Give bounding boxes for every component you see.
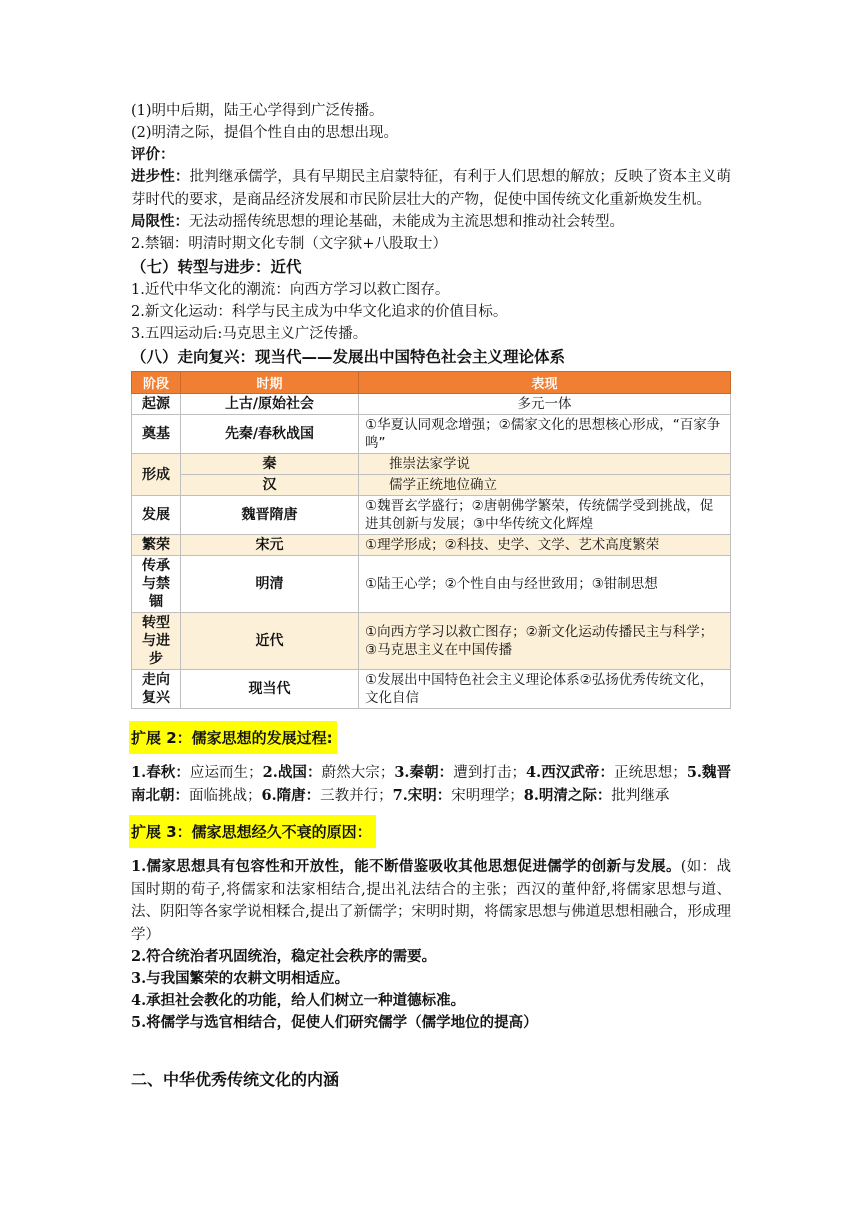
- ext2-label: 6.隋唐：: [261, 786, 321, 804]
- progress-text: 批判继承儒学，具有早期民主启蒙特征，有利于人们思想的解放；反映了资本主义萌芽时代的要求，是商品经济发展和市民阶层壮大的产物，促使中国传统文化重新焕发生机。: [131, 169, 732, 208]
- ext3-item: 4.承担社会教化的功能，给人们树立一种道德标准。: [131, 992, 466, 1009]
- header-show: 表现: [359, 372, 731, 394]
- ext3-p1-rest: (如：战国时期的荀子,将儒家和法家相结合,提出礼法结合的主张；西汉的董仲舒,将儒家思想与道、法、阴阳等各家学说相糅合,提出了新儒学；宋明时期，将儒家思想与佛道思想相融合，形成理学）: [131, 859, 731, 943]
- period-cell: 魏晋隋唐: [181, 496, 359, 535]
- table-row: [132, 475, 731, 496]
- stage-cell: 走向复兴: [132, 670, 181, 709]
- ext2-text: 蔚然大宗；: [321, 765, 395, 781]
- stage-cell: 繁荣: [132, 535, 181, 556]
- item-2-line: 2.禁锢：明清时期文化专制（文字狱+八股取士）: [131, 236, 447, 252]
- table-row: [132, 670, 731, 709]
- period-cell: 先秦/春秋战国: [181, 415, 359, 454]
- stage-cell: 起源: [132, 394, 181, 415]
- table-row: [132, 613, 731, 670]
- period-cell: 现当代: [181, 670, 359, 709]
- section-7-title: （七）转型与进步：近代: [131, 258, 302, 276]
- stage-cell: 转型与进步: [132, 613, 181, 670]
- section-7-item: 2.新文化运动：科学与民主成为中华文化追求的价值目标。: [131, 304, 508, 320]
- period-cell: 近代: [181, 613, 359, 670]
- table-row: [132, 496, 731, 535]
- show-cell: 多元一体: [359, 394, 731, 415]
- ext2-label: 2.战国：: [262, 764, 322, 781]
- ext2-text: 三教并行；: [320, 787, 393, 804]
- ext3-item: 5.将儒学与选官相结合，促使人们研究儒学（儒学地位的提高）: [131, 1014, 538, 1031]
- extension-2-paragraph: [131, 762, 731, 807]
- limitation-text: 无法动摇传统思想的理论基础，未能成为主流思想和推动社会转型。: [189, 214, 624, 230]
- table-row: [132, 394, 731, 415]
- show-cell: ①魏晋玄学盛行；②唐朝佛学繁荣，传统儒学受到挑战，促进其创新与发展；③中华传统文化辉煌: [359, 496, 731, 535]
- stage-cell: 发展: [132, 496, 181, 535]
- intro-line-1: (1)明中后期，陆王心学得到广泛传播。: [131, 103, 384, 119]
- ext2-text: 应运而生；: [189, 765, 263, 781]
- show-cell: ①理学形成；②科技、史学、文学、艺术高度繁荣: [359, 535, 731, 556]
- table-row: [132, 535, 731, 556]
- period-cell: 宋元: [181, 535, 359, 556]
- limitation-label: 局限性：: [131, 213, 189, 230]
- stage-cell: 传承与禁锢: [132, 556, 181, 613]
- ext2-label: 7.宋明：: [392, 786, 452, 804]
- extension-3-paragraph-1: [131, 856, 731, 946]
- extension-3-title: 扩展 3：儒家思想经久不衰的原因：: [129, 815, 376, 848]
- section-8-title: （八）走向复兴：现当代——发展出中国特色社会主义理论体系: [131, 348, 566, 366]
- ext3-item: 2.符合统治者巩固统治，稳定社会秩序的需要。: [131, 948, 437, 965]
- history-table: [131, 371, 731, 709]
- document-page: [131, 100, 731, 1092]
- ext2-label: 3.秦朝：: [394, 764, 454, 781]
- extension-2-title: 扩展 2：儒家思想的发展过程:: [129, 721, 337, 754]
- show-cell: 儒学正统地位确立: [359, 475, 731, 496]
- ext2-text: 批判继承: [611, 787, 670, 804]
- section-2-title: 二、中华优秀传统文化的内涵: [131, 1070, 340, 1089]
- ext2-text: 面临挑战；: [189, 787, 262, 804]
- period-cell: 汉: [181, 475, 359, 496]
- ext2-label: 8.明清之际：: [523, 786, 612, 804]
- section-7-item: 3.五四运动后:马克思主义广泛传播。: [131, 326, 368, 342]
- table-header-row: [132, 372, 731, 394]
- ext2-text: 正统思想；: [614, 765, 687, 781]
- show-cell: ①华夏认同观念增强；②儒家文化的思想核心形成，“百家争鸣”: [359, 415, 731, 454]
- evaluation-label: 评价：: [131, 146, 175, 163]
- show-cell: ①陆王心学；②个性自由与经世致用；③钳制思想: [359, 556, 731, 613]
- ext2-text: 宋明理学；: [451, 787, 524, 804]
- ext3-p1-bold: 1.儒家思想具有包容性和开放性，能不断借鉴吸收其他思想促进儒学的创新与发展。: [131, 858, 681, 875]
- ext2-text: 遭到打击；: [453, 765, 527, 781]
- ext2-label: 1.春秋：: [131, 764, 190, 781]
- table-row: [132, 415, 731, 454]
- intro-line-2: (2)明清之际，提倡个性自由的思想出现。: [131, 125, 399, 141]
- period-cell: 明清: [181, 556, 359, 613]
- period-cell: 秦: [181, 454, 359, 475]
- stage-cell: 形成: [132, 454, 181, 496]
- stage-cell: 奠基: [132, 415, 181, 454]
- ext2-label: 4.西汉武帝：: [526, 764, 615, 781]
- ext3-item: 3.与我国繁荣的农耕文明相适应。: [131, 970, 350, 987]
- table-row: [132, 454, 731, 475]
- show-cell: ①向西方学习以救亡图存；②新文化运动传播民主与科学；③马克思主义在中国传播: [359, 613, 731, 670]
- show-cell: 推崇法家学说: [359, 454, 731, 475]
- table-row: [132, 556, 731, 613]
- show-cell: ①发展出中国特色社会主义理论体系②弘扬优秀传统文化，文化自信: [359, 670, 731, 709]
- progress-label: 进步性：: [131, 168, 190, 185]
- ext2-label: 5.魏晋南北朝：: [131, 764, 732, 804]
- period-cell: 上古/原始社会: [181, 394, 359, 415]
- section-7-item: 1.近代中华文化的潮流：向西方学习以救亡图存。: [131, 282, 450, 298]
- progress-paragraph: [131, 166, 731, 211]
- header-period: 时期: [181, 372, 359, 394]
- header-stage: 阶段: [132, 372, 181, 394]
- limitation-paragraph: [131, 211, 731, 233]
